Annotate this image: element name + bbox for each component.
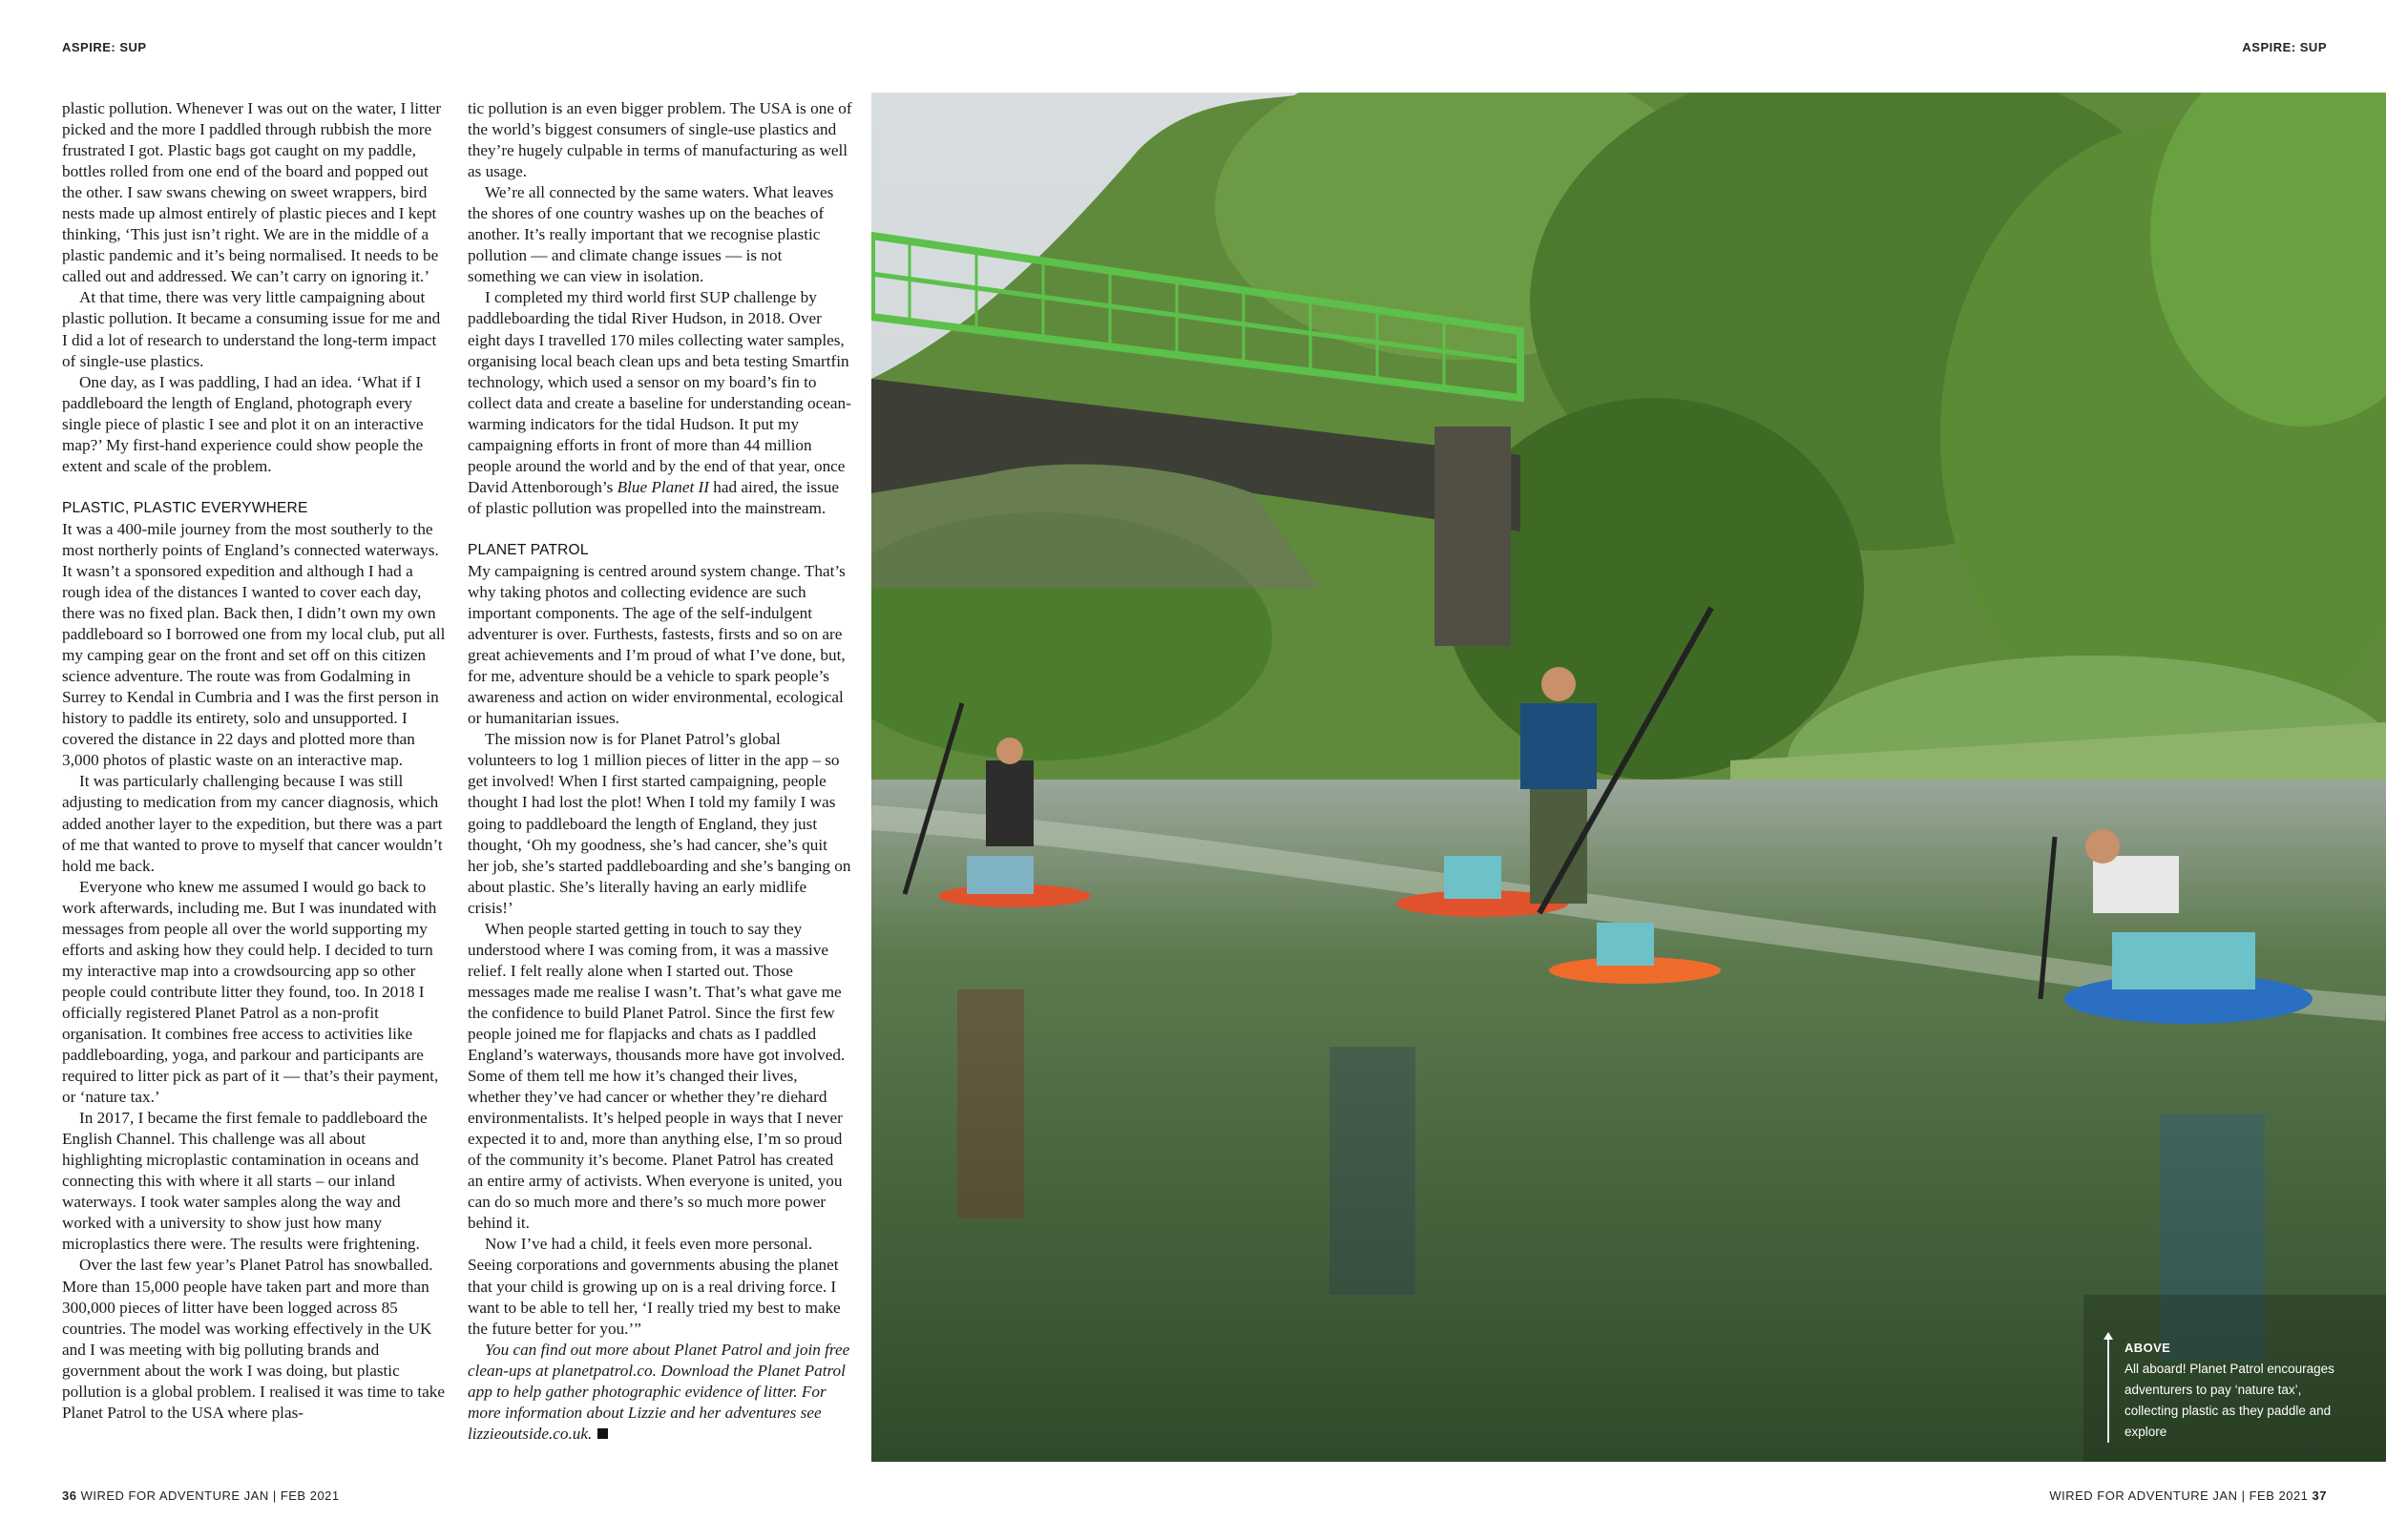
paragraph: plastic pollution. Whenever I was out on the water, I litter picked and the more I paddled through rubbish the more frustrated I got. Plastic bags got caught on my paddle, bottles rolled from one end of the board and popped out the other. I saw swans chewing on sweet wrappers, bird nests made up almost entirely of plastic pieces and I kept thinking, ‘This just isn’t right. We are in the middle of a plastic pandemic and it’s being normalised. It needs to be called out and addressed. We can’t carry on ignoring it.’ <box>62 99 442 286</box>
section-heading: PLASTIC, PLASTIC EVERYWHERE <box>62 499 308 516</box>
paragraph: My campaigning is centred around system change. That’s why taking photos and collecting evidence are such important components. The age of the self-indulgent adventurer is over. Furthests, fastests, firsts and so on are great achievements and I’m proud of what I’ve done, but, for me, adventure should be a vehicle to spark people’s awareness and action on wider environmental, ecological or humanitarian issues. <box>468 561 846 728</box>
paragraph-text: I completed my third world first SUP challenge by paddleboarding the tidal River Hudson, in 2018. Over eight days I travelled 170 miles collecting water samples, organising local beach clean ups and beta testing Smartfin technology, which used a sensor on my board’s fin to collect data and create a baseline for understanding ocean-warming indicators for the tidal Hudson. It put my campaigning efforts in front of more than 44 million people around the world and by the end of that year, once David Attenborough’s <box>468 288 851 496</box>
caption-label: ABOVE <box>2124 1341 2171 1355</box>
paragraph: Everyone who knew me assumed I would go back to work afterwards, including me. But I was inundated with messages from people all over the world supporting my efforts and asking how they could help. I decided to turn my interactive map into a crowdsourcing app so other people could contribute litter they found, too. In 2018 I officially registered Planet Patrol as a non-profit organisation. It combines free access to activities like paddleboarding, yoga, and parkour and participants are required to litter pick as part of it — that’s their payment, or ‘nature tax.’ <box>62 877 439 1107</box>
folio-right <box>2049 1488 2327 1503</box>
paragraph: tic pollution is an even bigger problem. The USA is one of the world’s biggest consumers of single-use plastics and they’re hugely culpable in terms of manufacturing as well as usage. <box>468 99 852 181</box>
photo-caption <box>2107 1338 2344 1443</box>
paragraph: We’re all connected by the same waters. What leaves the shores of one country washes up on the beaches of another. It’s really important that we recognise plastic pollution — and climate change issues — is not something we can view in isolation. <box>468 183 834 286</box>
author-bio <box>468 1340 852 1445</box>
paragraph: Now I’ve had a child, it feels even more personal. Seeing corporations and governments abusing the planet that your child is growing up on is a real driving force. I want to be able to tell her, ‘I really tried my best to make the future better for you.’” <box>468 1235 841 1338</box>
paragraph: One day, as I was paddling, I had an idea. ‘What if I paddleboard the length of England, photograph every single piece of plastic I see and plot it on an interactive map?’ My first-hand experience could show people the extent and scale of the problem. <box>62 372 424 475</box>
paragraph: It was a 400-mile journey from the most southerly to the most northerly points of England’s connected waterways. It wasn’t a sponsored expedition and although I had a rough idea of the distances I wanted to cover each day, there was no fixed plan. Back then, I didn’t own my own paddleboard so I borrowed one from my local club, put all my camping gear on the front and set off on this citizen science adventure. The route was from Godalming in Surrey to Kendal in Cumbria and I was the first person in history to paddle its entirety, solo and unsupported. I covered the distance in 22 days and plotted more than 3,000 photos of plastic waste on an interactive map. <box>62 519 446 770</box>
paragraph: It was particularly challenging because I was still adjusting to medication from my cancer diagnosis, which added another layer to the expedition, but there was a part of me that wanted to prove to myself that cancer wouldn’t hold me back. <box>62 772 443 875</box>
paragraph <box>468 287 852 519</box>
paragraph-text: had aired, the issue of plastic pollution was propelled into the mainstream. <box>468 477 840 517</box>
article-column-2 <box>468 98 852 1445</box>
page-number: 37 <box>2312 1488 2327 1503</box>
page-number: 36 <box>62 1488 77 1503</box>
running-head-left: ASPIRE: SUP <box>62 40 147 54</box>
publication-name: WIRED FOR ADVENTURE JAN | FEB 2021 <box>80 1488 340 1503</box>
section-heading: PLANET PATROL <box>468 541 589 558</box>
paragraph: Over the last few year’s Planet Patrol has snowballed. More than 15,000 people have taken part and more than 300,000 pieces of litter have been logged across 85 countries. The model was working effectively in the UK and I was meeting with big polluting brands and government about the work I was doing, but plastic pollution is a global problem. I realised it was time to take Planet Patrol to the USA where plas- <box>62 1256 445 1422</box>
paragraph: When people started getting in touch to say they understood where I was coming from, it was a massive relief. I felt really alone when I started out. Those messages made me realise I wasn’t. That’s what gave me the confidence to build Planet Patrol. Since the first few people joined me for flapjacks and chats as I paddled England’s waterways, thousands more have got involved. Some of them tell me how it’s changed their lives, whether they’ve had cancer or whether they’re diehard environmentalists. It’s helped people in ways that I never expected it to and, more than anything else, I’m so proud of the community it’s become. Planet Patrol has created an entire army of activists. When everyone is united, you can do so much more and there’s so much more power behind it. <box>468 919 846 1233</box>
paragraph: In 2017, I became the first female to paddleboard the English Channel. This challenge was all about highlighting microplastic contamination in oceans and connecting this with where it all starts – our inland waterways. I took water samples along the way and worked with a university to show just how many microplastics there were. The results were frightening. <box>62 1109 428 1254</box>
photo-illustration <box>871 93 2386 1462</box>
programme-title: Blue Planet II <box>617 477 709 496</box>
author-bio-text: You can find out more about Planet Patrol and join free clean-ups at planetpatrol.co. Download the Planet Patrol app to help gather photographic evidence of litter. For more information about Lizzie and her adventures see lizzieoutside.co.uk. <box>468 1340 850 1443</box>
paddleboarders-river-photo <box>871 93 2386 1462</box>
caption-text: All aboard! Planet Patrol encourages adventurers to pay ‘nature tax’, collecting plastic as they paddle and explore <box>2124 1362 2334 1439</box>
paragraph: At that time, there was very little campaigning about plastic pollution. It became a consuming issue for me and I did a lot of research to understand the long-term impact of single-use plastics. <box>62 288 441 370</box>
paragraph: The mission now is for Planet Patrol’s global volunteers to log 1 million pieces of litter in the app – so get involved! When I first started campaigning, people thought I had lost the plot! When I told my family I was going to paddleboard the length of England, they just thought, ‘Oh my goodness, she’s had cancer, she’s quit her job, she’s started paddleboarding and she’s banging on about plastic. She’s literally having an early midlife crisis!’ <box>468 730 851 917</box>
folio-left <box>62 1488 340 1503</box>
publication-name: WIRED FOR ADVENTURE JAN | FEB 2021 <box>2049 1488 2309 1503</box>
article-column-1 <box>62 98 447 1424</box>
end-mark-icon <box>597 1428 608 1439</box>
arrow-up-icon <box>2103 1332 2113 1340</box>
running-head-right: ASPIRE: SUP <box>2242 40 2327 54</box>
